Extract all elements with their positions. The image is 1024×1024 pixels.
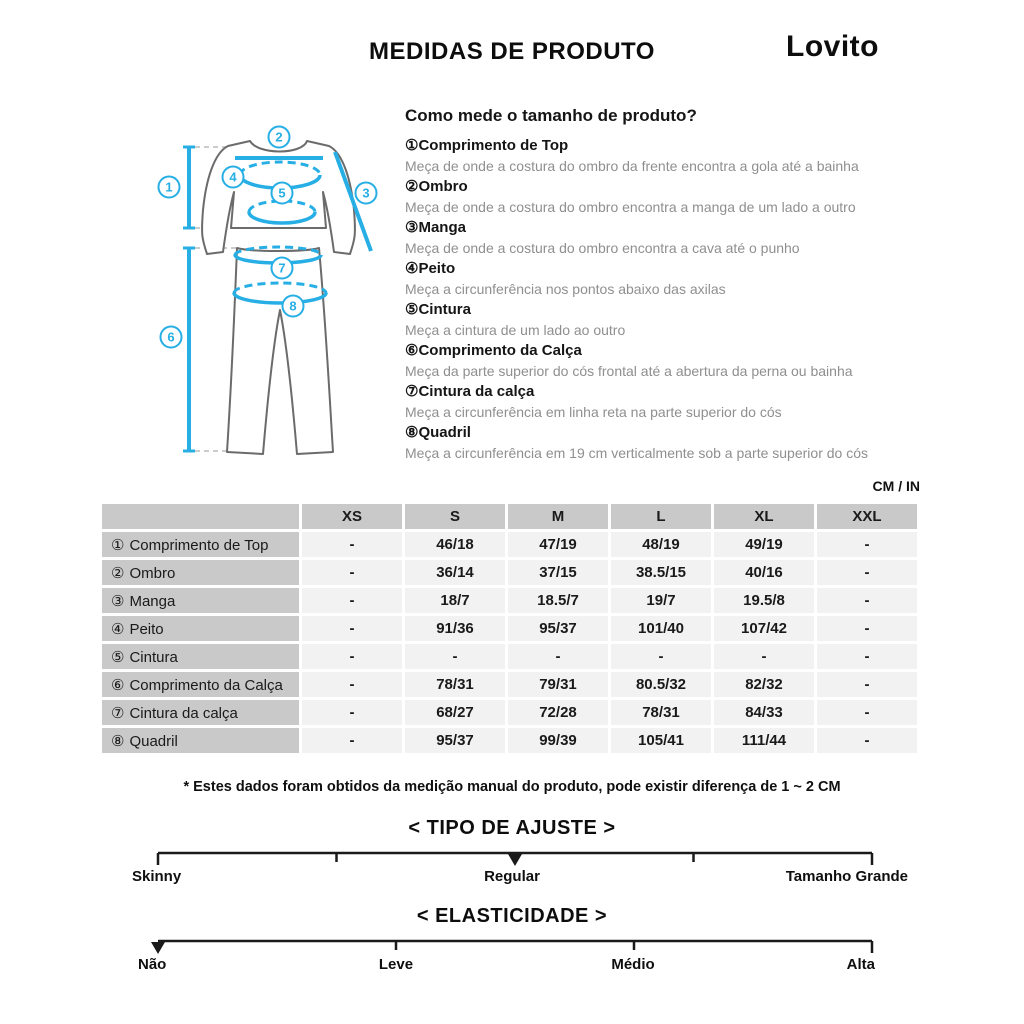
col-header-m: M [508,504,608,529]
col-header-xs: XS [302,504,402,529]
col-header-xxl: XXL [817,504,917,529]
cell: - [817,700,917,725]
instruction-desc: Meça a circunferência em linha reta na parte superior do cós [405,404,782,420]
item-label: Cintura [418,301,471,318]
row-num: ④ [111,620,125,638]
cell: 46/18 [405,532,505,557]
cell: 19.5/8 [714,588,814,613]
cell: - [302,672,402,697]
elasticity-title: < ELASTICIDADE > [416,905,608,927]
row-label-text: Cintura da calça [129,704,238,722]
row-label [102,560,299,585]
size-table [99,501,920,756]
row-num: ⑤ [111,648,125,666]
table-row [102,644,917,669]
table-corner-cell [102,504,299,529]
cell: 19/7 [611,588,711,613]
instruction-label [405,258,945,279]
row-label-text: Peito [129,620,164,638]
row-label [102,644,299,669]
cell: 72/28 [508,700,608,725]
row-label [102,532,299,557]
badge-6: 6 [167,329,175,345]
unit-label: CM / IN [872,478,920,494]
cell: - [302,588,402,613]
cell: - [714,644,814,669]
elasticity-label-alta: Alta [846,956,875,973]
cell: 18/7 [405,588,505,613]
instruction-desc: Meça da parte superior do cós frontal até a abertura da perna ou bainha [405,363,853,379]
table-row [102,700,917,725]
cell: - [302,560,402,585]
table-row [102,728,917,753]
instructions-heading: Como mede o tamanho de produto? [405,106,697,125]
row-label [102,672,299,697]
cell: - [817,588,917,613]
item-num: ② [405,178,419,195]
measurement-footnote: * Estes dados foram obtidos da medição manual do produto, pode existir diferença de 1 ~ 2 CM [183,779,841,795]
table-header-row [102,504,917,529]
instruction-label [405,422,945,443]
row-label [102,728,299,753]
badge-1: 1 [165,179,173,195]
item-label: Comprimento da Calça [418,342,582,359]
row-label-text: Quadril [129,732,178,750]
instruction-label [405,381,945,402]
row-label-text: Cintura [129,648,178,666]
cell: 101/40 [611,616,711,641]
cell: 37/15 [508,560,608,585]
cell: - [611,644,711,669]
row-label [102,700,299,725]
row-label [102,588,299,613]
cell: - [302,532,402,557]
col-header-s: S [405,504,505,529]
elasticity-marker [151,942,165,954]
measure-instructions [405,106,945,463]
row-label-text: Manga [129,592,176,610]
badge-2: 2 [275,129,283,145]
badge-8: 8 [289,298,297,314]
row-num: ③ [111,592,125,610]
cell: - [508,644,608,669]
cell: 84/33 [714,700,814,725]
instruction-desc: Meça a cintura de um lado ao outro [405,322,626,338]
table-row [102,532,917,557]
cell: 95/37 [405,728,505,753]
row-num: ⑥ [111,676,125,694]
cell: 91/36 [405,616,505,641]
cell: 82/32 [714,672,814,697]
fit-label-regular: Regular [484,868,540,885]
cell: - [817,532,917,557]
badge-3: 3 [362,185,370,201]
cell: 79/31 [508,672,608,697]
row-num: ① [111,536,125,554]
row-label [102,616,299,641]
cell: - [817,560,917,585]
item-label: Comprimento de Top [418,137,569,154]
instruction-desc: Meça a circunferência nos pontos abaixo das axilas [405,281,726,297]
item-num: ④ [405,260,419,277]
item-num: ① [405,137,419,154]
fit-type-marker [508,854,522,866]
cell: - [817,672,917,697]
instruction-desc: Meça a circunferência em 19 cm verticalmente sob a parte superior do cós [405,445,868,461]
fit-label-skinny: Skinny [132,868,182,885]
cell: 78/31 [405,672,505,697]
cell: 111/44 [714,728,814,753]
cell: 48/19 [611,532,711,557]
cell: 99/39 [508,728,608,753]
row-label-text: Ombro [129,564,176,582]
cell: 36/14 [405,560,505,585]
cell: - [405,644,505,669]
item-num: ⑧ [405,424,419,441]
cell: 18.5/7 [508,588,608,613]
instruction-label [405,217,945,238]
cell: - [817,616,917,641]
cell: 40/16 [714,560,814,585]
elasticity-label-leve: Leve [378,956,414,973]
brand-logo: Lovito [786,30,879,63]
elasticity-label-nao: Não [138,956,167,973]
cell: 47/19 [508,532,608,557]
item-num: ⑦ [405,383,419,400]
table-row [102,560,917,585]
item-label: Peito [418,260,456,277]
cell: 68/27 [405,700,505,725]
item-num: ③ [405,219,419,236]
row-num: ⑦ [111,704,125,722]
table-row [102,588,917,613]
row-label-text: Comprimento de Top [129,536,269,554]
col-header-l: L [611,504,711,529]
cell: - [817,728,917,753]
cell: 38.5/15 [611,560,711,585]
instruction-desc: Meça de onde a costura do ombro encontra a cava até o punho [405,240,800,256]
elasticity-scale [132,933,912,963]
cell: - [302,616,402,641]
col-header-xl: XL [714,504,814,529]
garment-diagram [140,105,420,475]
row-num: ⑧ [111,732,125,750]
instruction-desc: Meça de onde a costura do ombro encontra a manga de um lado a outro [405,199,856,215]
cell: 105/41 [611,728,711,753]
cell: - [817,644,917,669]
cell: - [302,728,402,753]
cell: 78/31 [611,700,711,725]
cell: 80.5/32 [611,672,711,697]
instruction-desc: Meça de onde a costura do ombro da frente encontra a gola até a bainha [405,158,859,174]
table-row [102,616,917,641]
instruction-label [405,299,945,320]
item-num: ⑥ [405,342,419,359]
row-label-text: Comprimento da Calça [129,676,283,694]
item-num: ⑤ [405,301,419,318]
item-label: Ombro [418,178,468,195]
badge-7: 7 [278,260,286,276]
instruction-label [405,340,945,361]
item-label: Cintura da calça [418,383,535,400]
cell: - [302,700,402,725]
elasticity-label-medio: Médio [611,956,655,973]
instruction-label [405,135,945,156]
badge-4: 4 [229,169,237,185]
cell: 107/42 [714,616,814,641]
badge-5: 5 [278,185,286,201]
fit-type-title: < TIPO DE AJUSTE > [408,817,616,839]
instruction-label [405,176,945,197]
fit-label-tamanho-grande: Tamanho Grande [785,868,908,885]
row-num: ② [111,564,125,582]
page-title: MEDIDAS DE PRODUTO [369,38,655,65]
cell: - [302,644,402,669]
cell: 49/19 [714,532,814,557]
table-row [102,672,917,697]
item-label: Quadril [418,424,471,441]
cell: 95/37 [508,616,608,641]
item-label: Manga [418,219,466,236]
